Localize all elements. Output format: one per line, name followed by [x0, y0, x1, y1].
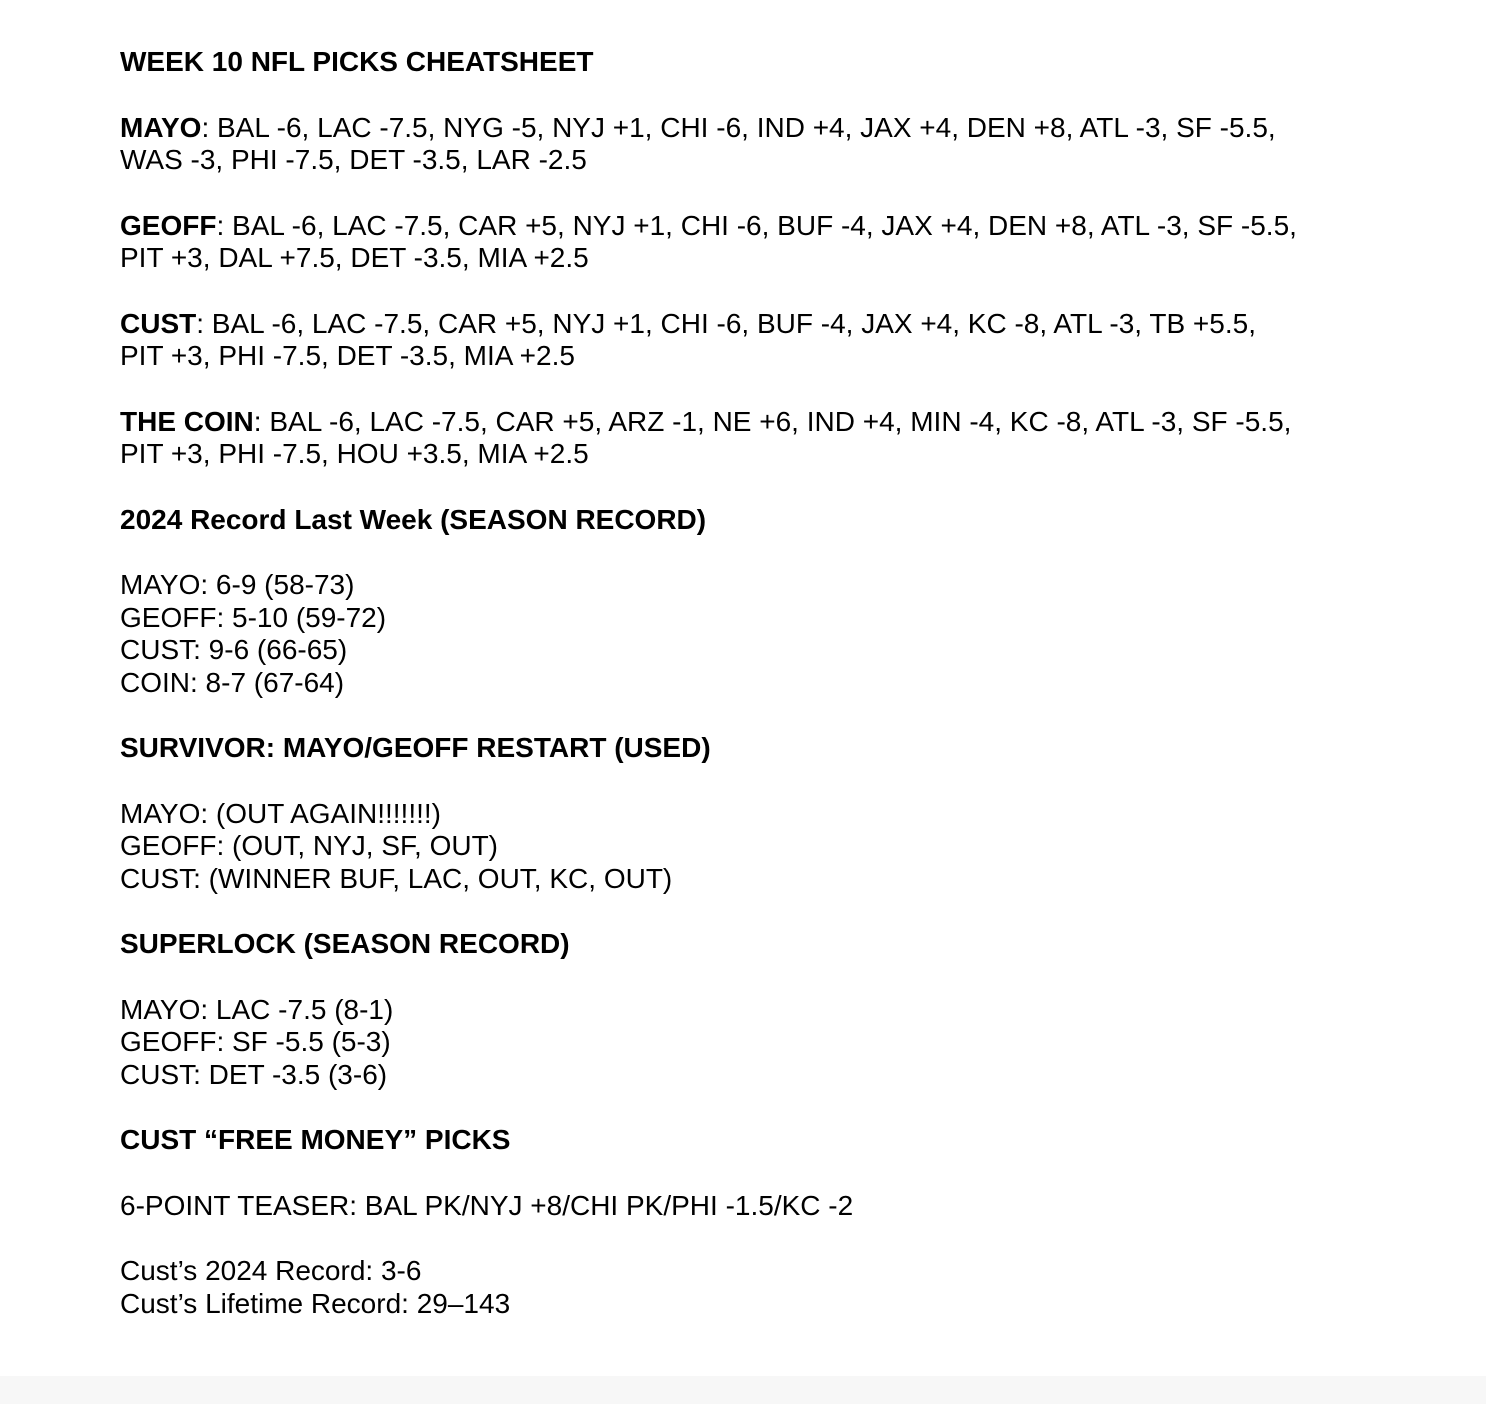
cust-2024-record: Cust’s 2024 Record: 3-6 [120, 1255, 422, 1286]
superlock-list [120, 994, 1420, 1092]
picks-line-continued: PIT +3, PHI -7.5, HOU +3.5, MIA +2.5 [120, 438, 589, 469]
spacer [120, 961, 1420, 994]
survivor-line-geoff: GEOFF: (OUT, NYJ, SF, OUT) [120, 830, 498, 861]
record-list [120, 569, 1420, 699]
picks-line [120, 406, 1420, 439]
picks-text: : BAL -6, LAC -7.5, NYG -5, NYJ +1, CHI -6, IND +4, JAX +4, DEN +8, ATL -3, SF -5.5, [201, 111, 1276, 143]
spacer [120, 471, 1420, 504]
cust-lifetime-record: Cust’s Lifetime Record: 29–143 [120, 1287, 511, 1319]
free-money-heading: CUST “FREE MONEY” PICKS [120, 1124, 511, 1155]
superlock-line-mayo: MAYO: LAC -7.5 (8-1) [120, 993, 394, 1025]
superlock-heading: SUPERLOCK (SEASON RECORD) [120, 928, 570, 959]
picks-cust [120, 308, 1420, 373]
spacer [120, 1157, 1420, 1190]
picks-text: : BAL -6, LAC -7.5, CAR +5, NYJ +1, CHI -6, BUF -4, JAX +4, DEN +8, ATL -3, SF -5.5, [216, 209, 1297, 241]
picker-name: CUST [120, 307, 197, 339]
spacer [120, 699, 1420, 732]
survivor-line-mayo: MAYO: (OUT AGAIN!!!!!!!) [120, 797, 442, 829]
spacer [120, 536, 1420, 569]
picks-line [120, 112, 1420, 145]
record-line-cust: CUST: 9-6 (66-65) [120, 634, 348, 665]
survivor-heading: SURVIVOR: MAYO/GEOFF RESTART (USED) [120, 732, 711, 763]
picks-text: : BAL -6, LAC -7.5, CAR +5, ARZ -1, NE +6, IND +4, MIN -4, KC -8, ATL -3, SF -5.5, [253, 405, 1292, 437]
spacer [120, 765, 1420, 798]
survivor-list [120, 798, 1420, 896]
record-heading: 2024 Record Last Week (SEASON RECORD) [120, 503, 707, 535]
picks-the-coin [120, 406, 1420, 471]
survivor-line-cust: CUST: (WINNER BUF, LAC, OUT, KC, OUT) [120, 862, 673, 894]
picks-line [120, 210, 1420, 243]
spacer [120, 1222, 1420, 1255]
spacer [120, 1091, 1420, 1124]
record-line-mayo: MAYO: 6-9 (58-73) [120, 569, 355, 600]
superlock-line-cust: CUST: DET -3.5 (3-6) [120, 1058, 388, 1090]
picks-line-continued: PIT +3, DAL +7.5, DET -3.5, MIA +2.5 [120, 242, 589, 273]
picks-line-continued: WAS -3, PHI -7.5, DET -3.5, LAR -2.5 [120, 144, 587, 175]
picks-text: : BAL -6, LAC -7.5, CAR +5, NYJ +1, CHI -6, BUF -4, JAX +4, KC -8, ATL -3, TB +5.5, [196, 307, 1256, 339]
spacer [120, 373, 1420, 406]
document-title: WEEK 10 NFL PICKS CHEATSHEET [120, 46, 594, 77]
teaser-line: 6-POINT TEASER: BAL PK/NYJ +8/CHI PK/PHI -1.5/KC -2 [120, 1189, 854, 1221]
record-line-geoff: GEOFF: 5-10 (59-72) [120, 601, 387, 633]
picks-line [120, 308, 1420, 341]
spacer [120, 895, 1420, 928]
spacer [120, 275, 1420, 308]
picks-line-continued: PIT +3, PHI -7.5, DET -3.5, MIA +2.5 [120, 340, 575, 371]
superlock-line-geoff: GEOFF: SF -5.5 (5-3) [120, 1026, 391, 1057]
document-page [120, 46, 1420, 1320]
picker-name: THE COIN [120, 405, 254, 437]
record-line-coin: COIN: 8-7 (67-64) [120, 666, 345, 698]
picks-mayo [120, 112, 1420, 177]
picker-name: MAYO [120, 111, 202, 143]
picks-geoff [120, 210, 1420, 275]
picker-name: GEOFF [120, 209, 217, 241]
spacer [120, 79, 1420, 112]
page-bottom-band [0, 1376, 1486, 1404]
spacer [120, 177, 1420, 210]
